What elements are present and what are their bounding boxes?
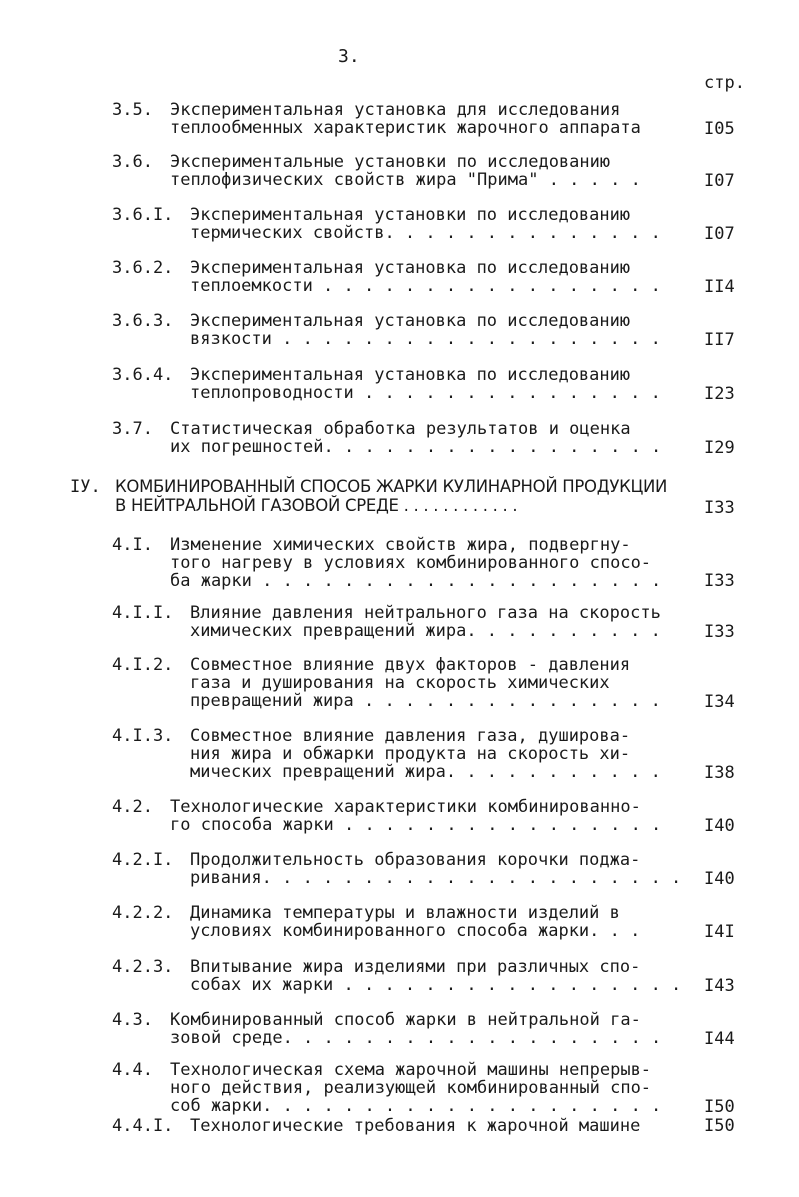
- toc-entry-number: 4.I.I.: [112, 603, 174, 623]
- toc-entry-title: [115, 478, 667, 516]
- toc-entry-title: [190, 958, 681, 994]
- toc-entry-title-line: Впитывание жира изделиями при различных спо-: [190, 957, 641, 977]
- toc-entry-title-line: теплоемкости . . . . . . . . . . . . . . . . .: [190, 276, 661, 296]
- toc-entry-title-line: соб жарки. . . . . . . . . . . . . . . . . . . .: [170, 1096, 662, 1116]
- toc-entry-title: [170, 798, 661, 834]
- toc-entry-number: 3.6.I.: [112, 205, 174, 225]
- toc-entry-title: [170, 420, 661, 456]
- toc-entry-page: I07: [704, 224, 735, 244]
- toc-entry-page: I40: [704, 816, 735, 836]
- toc-entry-title-line: собах их жарки . . . . . . . . . . . . . . . . .: [190, 975, 682, 995]
- toc-entry-title: [170, 1061, 661, 1115]
- toc-entry-title-line: ривания. . . . . . . . . . . . . . . . . . . . .: [190, 868, 682, 888]
- toc-entry-number: 4.4.I.: [112, 1116, 174, 1136]
- toc-entry-page: I07: [704, 171, 735, 191]
- toc-entry-number: 4.4.: [112, 1060, 153, 1080]
- toc-entry-number: 4.I.2.: [112, 655, 174, 675]
- toc-entry-title-line: Динамика температуры и влажности изделий в: [190, 903, 620, 923]
- toc-entry-page: I33: [704, 498, 735, 518]
- toc-entry-title-line: Изменение химических свойств жира, подвергну-: [170, 535, 631, 555]
- toc-entry-title: [190, 604, 661, 640]
- toc-entry-title-line: Экспериментальная установка по исследованию: [190, 258, 631, 278]
- toc-entry-title-line: Экспериментальная установка по исследованию: [190, 365, 631, 385]
- toc-entry-title-line: В НЕЙТРАЛЬНОЙ ГАЗОВОЙ СРЕДЕ . . . . . . . . . . . .: [115, 496, 518, 515]
- toc-entry-page: I43: [704, 976, 735, 996]
- toc-entry-title-line: химических превращений жира. . . . . . . . . .: [190, 621, 661, 641]
- toc-entry-page: I05: [704, 119, 735, 139]
- toc-entry-number: 3.7.: [112, 419, 153, 439]
- toc-entry-title-line: го способа жарки . . . . . . . . . . . . . . . .: [170, 815, 662, 835]
- toc-entry-title-line: Технологические требования к жарочной машине: [190, 1116, 641, 1136]
- toc-entry-title: [190, 259, 661, 295]
- toc-entry-title-line: мических превращений жира. . . . . . . . . . .: [190, 762, 661, 782]
- toc-entry-page: I38: [704, 763, 735, 783]
- toc-entry-page: II4: [704, 277, 735, 297]
- toc-entry-page: I33: [704, 571, 735, 591]
- toc-entry-title-line: газа и душирования на скорость химических: [190, 673, 610, 693]
- toc-entry-title-line: вязкости . . . . . . . . . . . . . . . . . . .: [190, 329, 661, 349]
- toc-entry-page: I44: [704, 1029, 735, 1049]
- toc-entry-page: I29: [704, 438, 735, 458]
- toc-entry-title: [170, 153, 641, 189]
- toc-entry-title-line: того нагреву в условиях комбинированного спосо-: [170, 553, 652, 573]
- toc-entry-title: [190, 206, 661, 242]
- toc-entry-title-line: Статистическая обработка результатов и оценка: [170, 419, 631, 439]
- toc-entry-number: 4.I.: [112, 535, 153, 555]
- toc-entry-title-line: ного действия, реализующей комбинированный спо-: [170, 1078, 652, 1098]
- toc-entry-title-line: Совместное влияние давления газа, душирова-: [190, 726, 631, 746]
- toc-entry-title: [170, 101, 641, 137]
- toc-entry-number: IУ.: [70, 477, 101, 497]
- toc-entry-title-line: теплофизических свойств жира "Прима" . . . . .: [170, 170, 641, 190]
- toc-entry-number: 4.I.3.: [112, 726, 174, 746]
- toc-entry-number: 3.5.: [112, 100, 153, 120]
- toc-entry-title-line: Технологические характеристики комбинированно-: [170, 797, 641, 817]
- toc-entry-title-line: теплопроводности . . . . . . . . . . . . . . .: [190, 383, 661, 403]
- toc-entry-title-line: превращений жира . . . . . . . . . . . . . . .: [190, 691, 661, 711]
- toc-entry-number: 4.2.3.: [112, 957, 174, 977]
- toc-entry-title-line: КОМБИНИРОВАННЫЙ СПОСОБ ЖАРКИ КУЛИНАРНОЙ ПРОДУКЦИИ: [115, 477, 668, 496]
- toc-entry-title-line: Экспериментальная установки по исследованию: [190, 205, 631, 225]
- toc-entry-number: 3.6.: [112, 152, 153, 172]
- toc-entry-page: I50: [704, 1097, 735, 1117]
- toc-entry-title-line: Влияние давления нейтрального газа на скорость: [190, 603, 661, 623]
- toc-entry-number: 4.2.I.: [112, 850, 174, 870]
- toc-entry-title-line: Экспериментальная установка для исследования: [170, 100, 621, 120]
- page-number: 3.: [338, 46, 360, 67]
- toc-entry-title-line: зовой среде. . . . . . . . . . . . . . . . . . .: [170, 1028, 662, 1048]
- toc-entry-title-line: ния жира и обжарки продукта на скорость хи-: [190, 744, 631, 764]
- toc-entry-title: [190, 656, 661, 710]
- toc-entry-title: [190, 312, 661, 348]
- toc-entry-title-line: условиях комбинированного способа жарки. . .: [190, 921, 641, 941]
- toc-entry-title-line: Экспериментальные установки по исследованию: [170, 152, 611, 172]
- toc-entry-page: I40: [704, 869, 735, 889]
- toc-entry-title: [190, 366, 661, 402]
- toc-entry-number: 3.6.3.: [112, 311, 174, 331]
- toc-entry-title: [190, 727, 661, 781]
- toc-entry-page: I50: [704, 1116, 735, 1136]
- toc-entry-number: 4.3.: [112, 1010, 153, 1030]
- toc-entry-title: [190, 904, 640, 940]
- toc-entry-page: I33: [704, 622, 735, 642]
- toc-entry-title-line: термических свойств. . . . . . . . . . . . . .: [190, 223, 661, 243]
- toc-entry-page: I23: [704, 384, 735, 404]
- toc-entry-title-line: ба жарки . . . . . . . . . . . . . . . . . . . .: [170, 571, 662, 591]
- page-column-header: стр.: [704, 73, 745, 93]
- toc-entry-page: II7: [704, 330, 735, 350]
- toc-entry-title-line: Экспериментальная установка по исследованию: [190, 311, 631, 331]
- toc-entry-title-line: теплообменных характеристик жарочного аппарата: [170, 118, 641, 138]
- toc-entry-title-line: Продолжительность образования корочки поджа-: [190, 850, 641, 870]
- toc-entry-number: 4.2.2.: [112, 903, 174, 923]
- toc-entry-title: [190, 1117, 640, 1135]
- toc-entry-number: 3.6.4.: [112, 365, 174, 385]
- toc-entry-page: I34: [704, 692, 735, 712]
- toc-entry-page: I4I: [704, 922, 735, 942]
- toc-entry-title-line: их погрешностей. . . . . . . . . . . . . . . . .: [170, 437, 662, 457]
- toc-entry-title: [170, 536, 661, 590]
- toc-entry-title-line: Комбинированный способ жарки в нейтральной га-: [170, 1010, 641, 1030]
- toc-entry-number: 3.6.2.: [112, 258, 174, 278]
- toc-entry-title-line: Совместное влияние двух факторов - давления: [190, 655, 631, 675]
- toc-entry-title-line: Технологическая схема жарочной машины непрерыв-: [170, 1060, 652, 1080]
- toc-entry-title: [190, 851, 681, 887]
- toc-entry-number: 4.2.: [112, 797, 153, 817]
- toc-entry-title: [170, 1011, 661, 1047]
